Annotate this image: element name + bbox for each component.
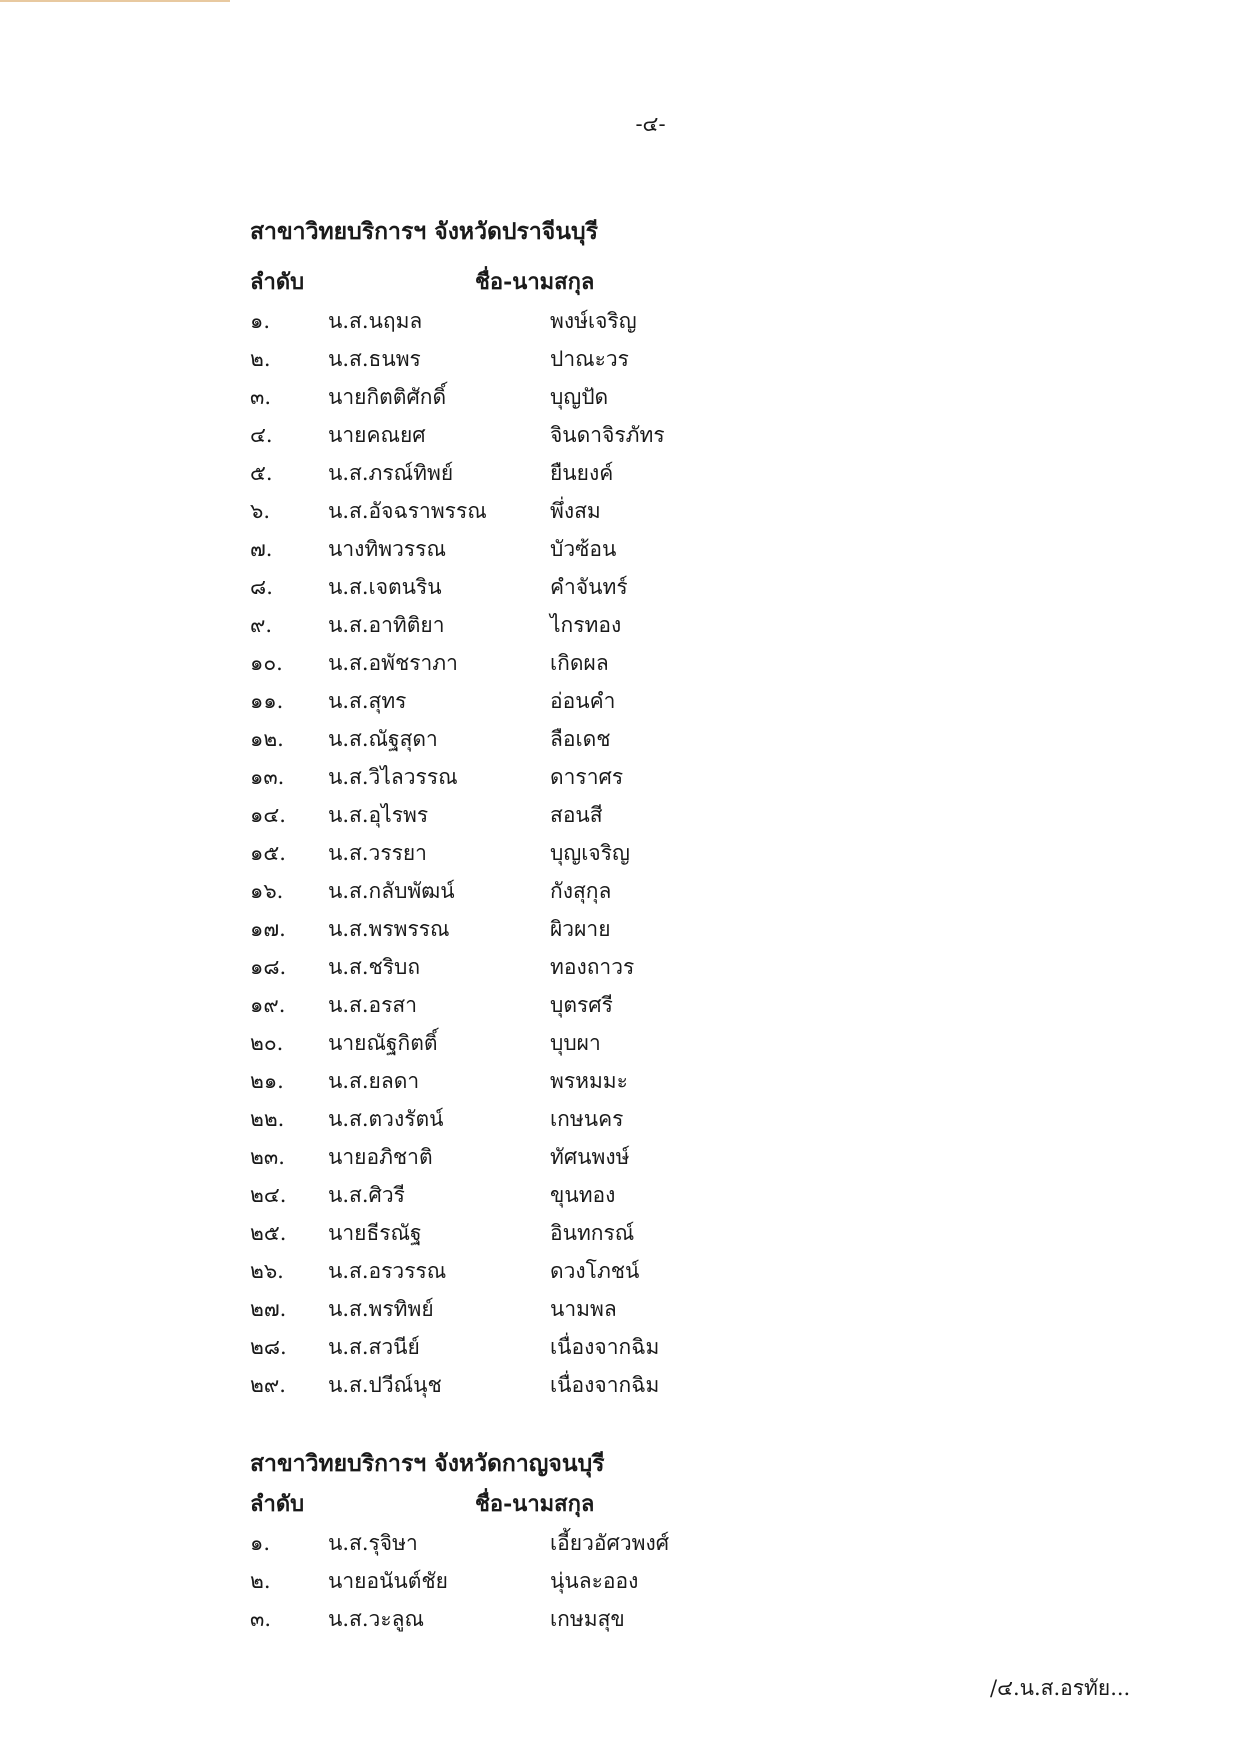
first-name: น.ส.นฤมล: [328, 309, 423, 333]
name-list: [250, 302, 1050, 1404]
last-name: ยืนยงค์: [550, 461, 614, 485]
sequence-number: ๒๔.: [250, 1183, 287, 1207]
last-name: ดาราศร: [550, 765, 624, 789]
last-name: กังสุกุล: [550, 879, 612, 903]
first-name: น.ส.ณัฐสุดา: [328, 727, 438, 751]
first-name: น.ส.ตวงรัตน์: [328, 1107, 444, 1131]
sequence-number: ๙.: [250, 613, 273, 637]
name-list: [250, 1524, 1050, 1638]
sequence-number: ๑๕.: [250, 841, 286, 865]
last-name: พึ่งสม: [550, 499, 601, 523]
first-name: นางทิพวรรณ: [328, 537, 446, 561]
first-name: น.ส.ธนพร: [328, 347, 421, 371]
last-name: เนื่องจากฉิม: [550, 1335, 660, 1359]
first-name: น.ส.สวนีย์: [328, 1335, 420, 1359]
section-kanchanaburi: [250, 1444, 1050, 1638]
first-name: น.ส.พรพรรณ: [328, 917, 450, 941]
list-item: [250, 454, 1050, 492]
first-name: น.ส.อพัชราภา: [328, 651, 458, 675]
sequence-number: ๗.: [250, 537, 273, 561]
last-name: นามพล: [550, 1297, 617, 1321]
sequence-number: ๑๗.: [250, 917, 286, 941]
list-item: [250, 986, 1050, 1024]
sequence-number: ๓.: [250, 1607, 272, 1631]
last-name: ทองถาวร: [550, 955, 635, 979]
last-name: เกิดผล: [550, 651, 609, 675]
first-name: นายอภิชาติ: [328, 1145, 433, 1169]
first-name: น.ส.อรวรรณ: [328, 1259, 447, 1283]
sequence-number: ๑๘.: [250, 955, 287, 979]
sequence-number: ๖.: [250, 499, 271, 523]
list-item: [250, 1290, 1050, 1328]
last-name: ปาณะวร: [550, 347, 629, 371]
last-name: อินทกรณ์: [550, 1221, 635, 1245]
sequence-number: ๘.: [250, 575, 273, 599]
first-name: น.ส.อุไรพร: [328, 803, 429, 827]
sequence-number: ๑.: [250, 1531, 271, 1555]
list-item: [250, 416, 1050, 454]
list-item: [250, 948, 1050, 986]
section-title: สาขาวิทยบริการฯ จังหวัดกาญจนบุรี: [250, 1450, 605, 1477]
first-name: นายคณยศ: [328, 423, 426, 447]
sequence-number: ๒๐.: [250, 1031, 284, 1055]
first-name: น.ส.อาทิติยา: [328, 613, 445, 637]
sequence-number: ๑.: [250, 309, 271, 333]
sequence-number: ๓.: [250, 385, 272, 409]
first-name: น.ส.สุทร: [328, 689, 407, 713]
list-header: [250, 262, 1050, 302]
list-item: [250, 492, 1050, 530]
first-name: น.ส.ศิวรี: [328, 1183, 405, 1207]
list-item: [250, 1252, 1050, 1290]
first-name: นายกิตติศักดิ์: [328, 385, 447, 409]
last-name: บุบผา: [550, 1031, 601, 1055]
list-item: [250, 1524, 1050, 1562]
first-name: นายธีรณัฐ: [328, 1221, 422, 1245]
last-name: บุตรศรี: [550, 993, 613, 1017]
section-title: สาขาวิทยบริการฯ จังหวัดปราจีนบุรี: [250, 218, 598, 245]
list-item: [250, 1600, 1050, 1638]
list-item: [250, 1562, 1050, 1600]
last-name: คำจันทร์: [550, 575, 628, 599]
first-name: น.ส.พรทิพย์: [328, 1297, 434, 1321]
sequence-number: ๕.: [250, 461, 273, 485]
last-name: ทัศนพงษ์: [550, 1145, 630, 1169]
first-name: น.ส.วรรยา: [328, 841, 427, 865]
sequence-number: ๑๔.: [250, 803, 286, 827]
list-item: [250, 568, 1050, 606]
last-name: สอนสี: [550, 803, 603, 827]
list-item: [250, 796, 1050, 834]
first-name: น.ส.รุจิษา: [328, 1531, 418, 1555]
first-name: น.ส.ชริบถ: [328, 955, 421, 979]
section-prachinburi: [250, 212, 1050, 1404]
sequence-number: ๑๖.: [250, 879, 284, 903]
last-name: จินดาจิรภัทร: [550, 423, 665, 447]
sequence-number: ๒๒.: [250, 1107, 285, 1131]
last-name: นุ่นละออง: [550, 1569, 639, 1593]
list-item: [250, 302, 1050, 340]
sequence-number: ๒๖.: [250, 1259, 284, 1283]
list-item: [250, 720, 1050, 758]
last-name: พรหมมะ: [550, 1069, 628, 1093]
header-name: ชื่อ-นามสกุล: [475, 1491, 595, 1517]
header-sequence: ลำดับ: [250, 269, 305, 295]
list-item: [250, 872, 1050, 910]
last-name: บัวซ้อน: [550, 537, 617, 561]
last-name: ลือเดช: [550, 727, 611, 751]
sequence-number: ๒๑.: [250, 1069, 284, 1093]
last-name: อ่อนคำ: [550, 689, 616, 713]
list-item: [250, 1214, 1050, 1252]
last-name: ขุนทอง: [550, 1183, 616, 1207]
last-name: บุญปัด: [550, 385, 609, 409]
sequence-number: ๑๓.: [250, 765, 285, 789]
sequence-number: ๒.: [250, 347, 271, 371]
sequence-number: ๒๙.: [250, 1373, 286, 1397]
sequence-number: ๑๐.: [250, 651, 283, 675]
list-item: [250, 1062, 1050, 1100]
first-name: น.ส.อัจฉราพรรณ: [328, 499, 487, 523]
last-name: พงษ์เจริญ: [550, 309, 637, 333]
first-name: น.ส.ปวีณ์นุช: [328, 1373, 442, 1397]
last-name: เกษนคร: [550, 1107, 624, 1131]
last-name: เนื่องจากฉิม: [550, 1373, 660, 1397]
first-name: น.ส.เจตนริน: [328, 575, 442, 599]
list-item: [250, 910, 1050, 948]
sequence-number: ๑๙.: [250, 993, 286, 1017]
list-item: [250, 1100, 1050, 1138]
first-name: นายอนันต์ชัย: [328, 1569, 448, 1593]
list-item: [250, 606, 1050, 644]
first-name: น.ส.ภรณ์ทิพย์: [328, 461, 454, 485]
first-name: น.ส.กลับพัฒน์: [328, 879, 455, 903]
list-item: [250, 1328, 1050, 1366]
list-item: [250, 834, 1050, 872]
last-name: ไกรทอง: [550, 613, 622, 637]
sequence-number: ๑๑.: [250, 689, 284, 713]
sequence-number: ๒๗.: [250, 1297, 287, 1321]
list-item: [250, 758, 1050, 796]
header-sequence: ลำดับ: [250, 1491, 305, 1517]
scan-edge-mark: [0, 0, 230, 2]
sequence-number: ๒.: [250, 1569, 271, 1593]
list-item: [250, 378, 1050, 416]
list-item: [250, 1176, 1050, 1214]
sequence-number: ๒๓.: [250, 1145, 285, 1169]
sequence-number: ๒๘.: [250, 1335, 287, 1359]
header-name: ชื่อ-นามสกุล: [475, 269, 595, 295]
list-item: [250, 1366, 1050, 1404]
sequence-number: ๑๒.: [250, 727, 284, 751]
sequence-number: ๔.: [250, 423, 273, 447]
continuation-note: /๔.น.ส.อรทัย...: [990, 1676, 1131, 1700]
page-number: -๔-: [635, 112, 666, 136]
list-item: [250, 644, 1050, 682]
sequence-number: ๒๕.: [250, 1221, 287, 1245]
last-name: เกษมสุข: [550, 1607, 625, 1631]
last-name: ผิวผาย: [550, 917, 611, 941]
first-name: น.ส.ยลดา: [328, 1069, 420, 1093]
list-item: [250, 682, 1050, 720]
last-name: ดวงโภชน์: [550, 1259, 640, 1283]
first-name: น.ส.วิไลวรรณ: [328, 765, 458, 789]
last-name: บุญเจริญ: [550, 841, 630, 865]
list-header: [250, 1484, 1050, 1524]
list-item: [250, 530, 1050, 568]
first-name: น.ส.อรสา: [328, 993, 418, 1017]
list-item: [250, 340, 1050, 378]
first-name: นายณัฐกิตติ์: [328, 1031, 438, 1055]
list-item: [250, 1138, 1050, 1176]
last-name: เอี้ยวอัศวพงศ์: [550, 1531, 670, 1555]
list-item: [250, 1024, 1050, 1062]
first-name: น.ส.วะลูณ: [328, 1607, 424, 1631]
